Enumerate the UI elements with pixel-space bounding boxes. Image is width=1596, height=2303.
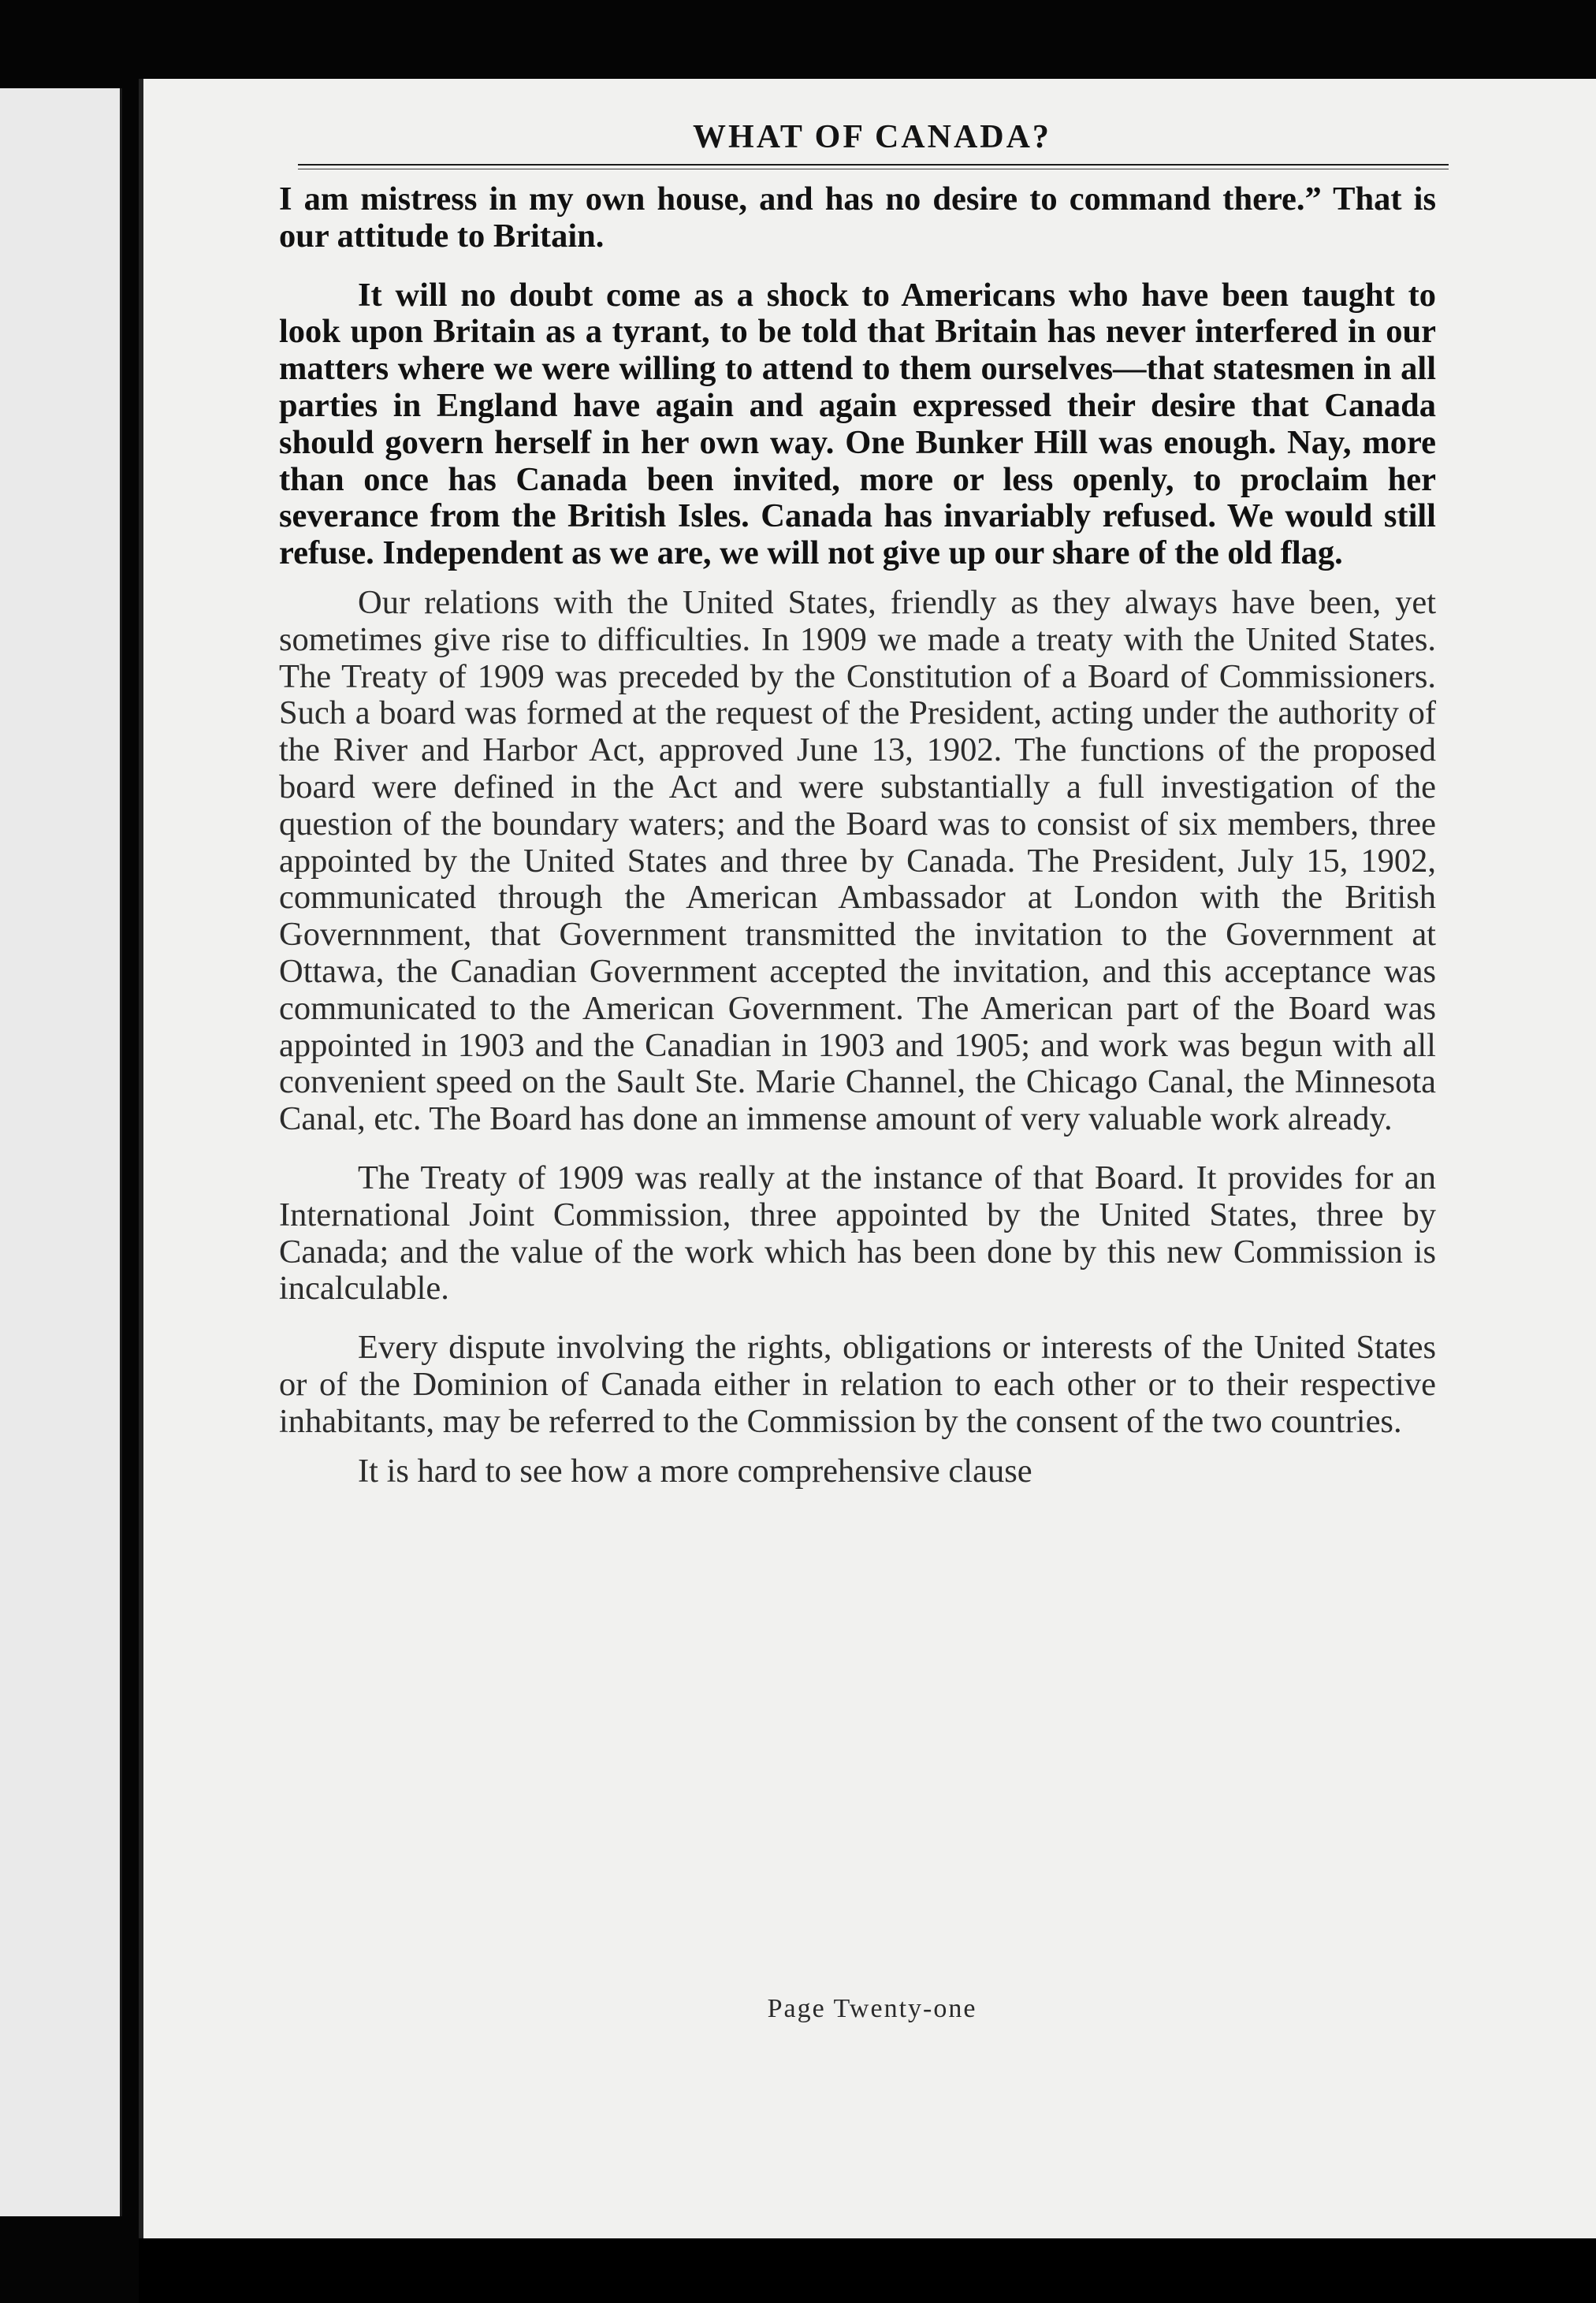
book-page	[139, 79, 1596, 2238]
paragraph-united-states-relations: Our relations with the United States, friendly as they always have been, yet sometimes give rise to difficulties. In 1909 we made a treaty with the United States. The Treaty of 1909 was preceded by the Constitution of a Board of Commissioners. Such a board was formed at the request of the President, acting under the authority of the River and Harbor Act, approved June 13, 1902. The functions of the proposed board were defined in the Act and were substantially a full investigation of the question of the boundary waters; and the Board was to consist of six members, three appointed by the United States and three by Canada. The President, July 15, 1902, communicated through the American Ambassador at London with the British Governnment, that Government transmitted the invitation to the Government at Ottawa, the Canadian Government accepted the invitation, and this acceptance was communicated to the American Government. The American part of the Board was appointed in 1903 and the Canadian in 1903 and 1905; and work was begun with all convenient speed on the Sault Ste. Marie Channel, the Chicago Canal, the Minnesota Canal, etc. The Board has done an immense amount of very valuable work already.	[279, 583, 1436, 1138]
scan-bottom-border	[139, 2238, 1596, 2303]
paragraph-dispute-clause: Every dispute involving the rights, obligations or interests of the United States or of the Dominion of Canada either in relation to each other or to their respective inhabitants, may be referred to the Commission by the consent of the two countries.	[279, 1329, 1436, 1440]
paragraph-treaty-1909: The Treaty of 1909 was really at the instance of that Board. It provides for an International Joint Commission, three appointed by the United States, three by Canada; and the value of the work which has been done by this new Commission is incalculable.	[279, 1159, 1436, 1308]
body-text	[279, 181, 1436, 1490]
running-title: WHAT OF CANADA?	[693, 119, 1051, 155]
header-rule	[298, 164, 1449, 166]
facing-page-edge	[0, 88, 122, 2216]
paragraph-comprehensive-clause: It is hard to see how a more comprehensive clause	[358, 1452, 1032, 1490]
paragraph-britain-interference: It will no doubt come as a shock to Americans who have been taught to look upon Britain as a tyrant, to be told that Britain has never interfered in our matters where we were willing to attend to them ourselves—that statesmen in all parties in England have again and again expressed their desire that Canada should govern herself in her own way. One Bunker Hill was enough. Nay, more than once has Canada been invited, more or less openly, to proclaim her severance from the British Isles. Canada has invariably refused. We would still refuse. Independent as we are, we will not give up our share of the old flag.	[279, 276, 1436, 572]
paragraph-continuation: I am mistress in my own house, and has no desire to command there.” That is our attitude to Britain.	[279, 180, 1436, 255]
page-number: Page Twenty-one	[767, 1994, 977, 2023]
